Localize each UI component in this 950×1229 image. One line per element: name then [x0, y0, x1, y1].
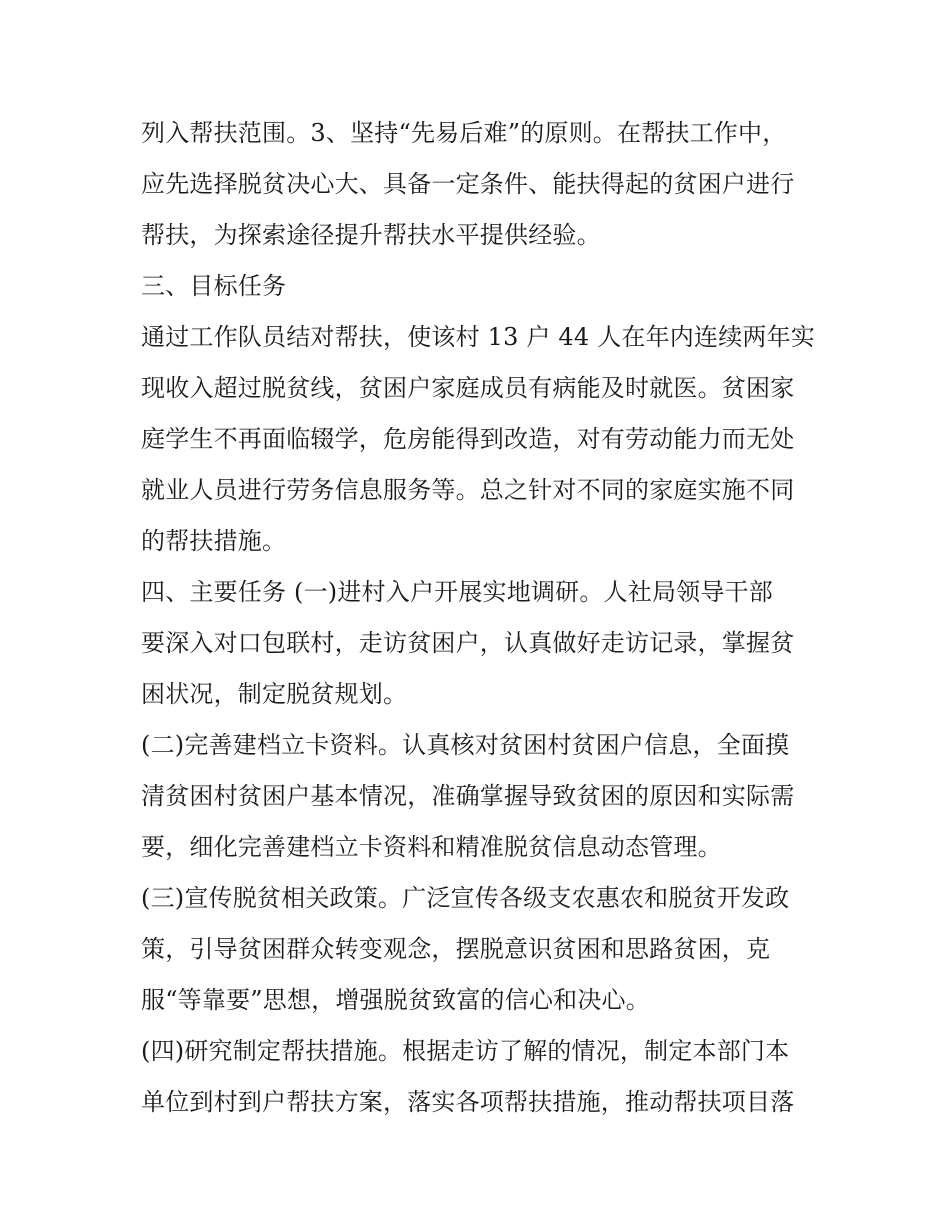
- text-line: 通过工作队员结对帮扶，使该村 13 户 44 人在年内连续两年实: [141, 323, 815, 351]
- text-line: 列入帮扶范围。3、坚持“先易后难”的原则。在帮扶工作中，: [141, 119, 787, 147]
- text-line: 清贫困村贫困户基本情况，准确掌握导致贫困的原因和实际需: [141, 782, 795, 810]
- document-body: [141, 108, 821, 1128]
- text-line: 庭学生不再面临辍学，危房能得到改造，对有劳动能力而无处: [141, 425, 795, 453]
- text-line: 要深入对口包联村，走访贫困户，认真做好走访记录，掌握贫: [141, 629, 795, 657]
- text-line: 应先选择脱贫决心大、具备一定条件、能扶得起的贫困户进行: [141, 170, 795, 198]
- text-line: 帮扶，为探索途径提升帮扶水平提供经验。: [141, 221, 601, 249]
- text-line: 困状况，制定脱贫规划。: [141, 680, 408, 708]
- text-line: 四、主要任务 (一)进村入户开展实地调研。人社局领导干部: [141, 578, 773, 606]
- text-line: (二)完善建档立卡资料。认真核对贫困村贫困户信息，全面摸: [141, 731, 790, 759]
- text-line: 单位到村到户帮扶方案，落实各项帮扶措施，推动帮扶项目落: [141, 1088, 795, 1116]
- text-line: 要，细化完善建档立卡资料和精准脱贫信息动态管理。: [141, 833, 722, 861]
- text-line: (三)宣传脱贫相关政策。广泛宣传各级支农惠农和脱贫开发政: [141, 884, 790, 912]
- section-heading: 三、目标任务: [141, 272, 287, 300]
- text-line: 服“等靠要”思想，增强脱贫致富的信心和决心。: [141, 986, 650, 1014]
- text-line: (四)研究制定帮扶措施。根据走访了解的情况，制定本部门本: [141, 1037, 790, 1065]
- text-line: 策，引导贫困群众转变观念，摆脱意识贫困和思路贫困，克: [141, 935, 771, 963]
- text-line: 就业人员进行劳务信息服务等。总之针对不同的家庭实施不同: [141, 476, 795, 504]
- text-line: 的帮扶措施。: [141, 527, 287, 555]
- text-line: 现收入超过脱贫线，贫困户家庭成员有病能及时就医。贫困家: [141, 374, 795, 402]
